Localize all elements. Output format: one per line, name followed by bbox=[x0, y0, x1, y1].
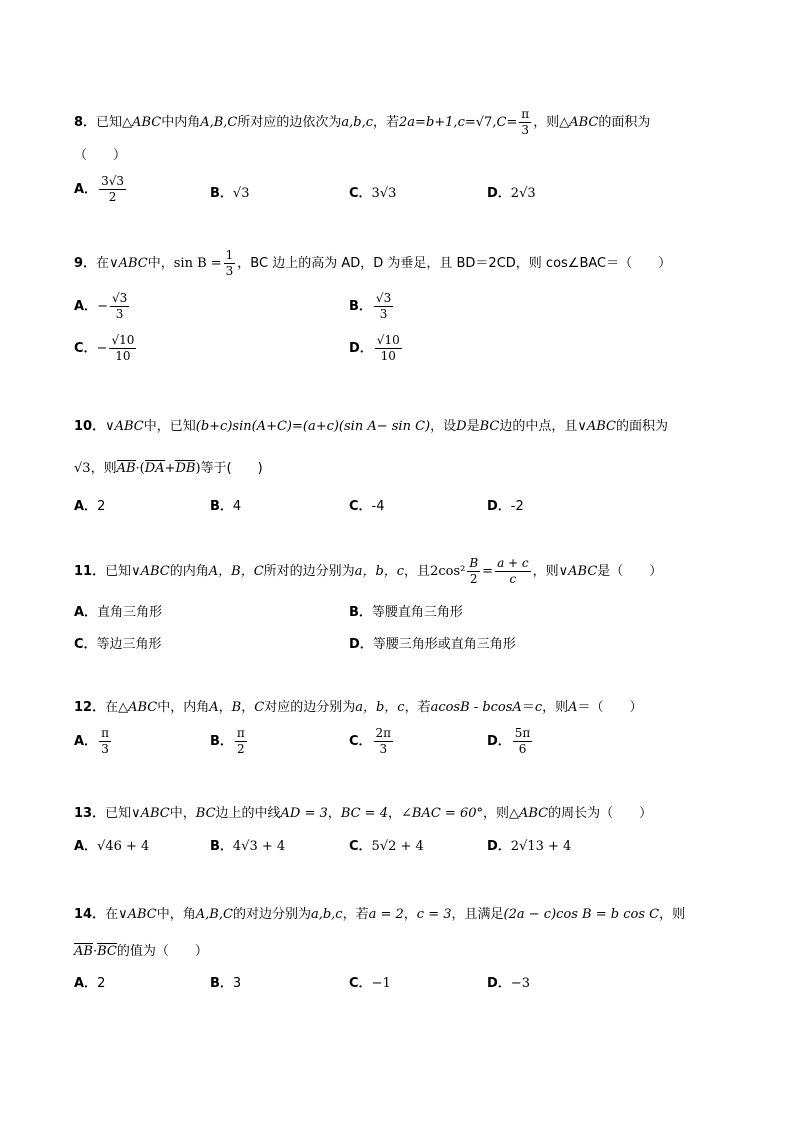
question-number: 12． bbox=[74, 700, 106, 715]
question-number: 10． bbox=[74, 419, 106, 434]
option-d[interactable]: D．2√3 bbox=[487, 186, 536, 201]
question-10-stem: 10．∨ABC中，已知(b+c)sin(A+C)=(a+c)(sin A− sin C)，设D是BC边的中点，且∨ABC的面积为 bbox=[74, 419, 669, 434]
question-9-stem: 9．在∨ABC中，sin B = $\frac{1}{3}$ ，BC 边上的高为 AD，D 为垂足，且 BD＝2CD，则 cos∠BAC＝（ ） bbox=[74, 248, 672, 278]
option-a[interactable]: A． $\frac{\pi}{3}$ bbox=[74, 726, 109, 756]
option-c[interactable]: C．-4 bbox=[349, 499, 385, 514]
question-13-stem: 13．已知∨ABC中，BC边上的中线AD = 3，BC = 4，∠BAC = 60°，则△ABC的周长为（ ） bbox=[74, 806, 653, 821]
question-number: 11． bbox=[74, 564, 106, 579]
option-d[interactable]: D． $\frac{√10}{10}$ bbox=[349, 333, 400, 363]
fraction: $\frac{\pi}{3}$ bbox=[521, 107, 530, 137]
option-d[interactable]: D．-2 bbox=[487, 499, 524, 514]
option-a[interactable]: A． $\frac{3√3}{2}$ bbox=[74, 174, 124, 204]
option-c[interactable]: C．等边三角形 bbox=[74, 637, 162, 652]
vector-da: DA bbox=[144, 461, 165, 476]
question-14-stem: 14．在∨ABC中，角A,B,C的对边分别为a,b,c，若a = 2，c = 3，且满足(2a − c)cos B = b cos C，则 bbox=[74, 907, 686, 922]
vector-bc: BC bbox=[97, 944, 117, 959]
option-c[interactable]: C．−1 bbox=[349, 976, 391, 991]
vector-db: DB bbox=[175, 461, 196, 476]
option-b[interactable]: B．3 bbox=[210, 976, 242, 991]
question-8-stem: 8．已知△ABC中内角A,B,C所对应的边依次为a,b,c，若2a=b+1,c=√7,C= $\frac{\pi}{3}$ ，则△ABC的面积为 bbox=[74, 107, 651, 137]
option-b[interactable]: B． $\frac{\pi}{2}$ bbox=[210, 726, 245, 756]
question-11-stem: 11．已知∨ABC的内角A，B，C所对的边分别为a，b，c，且2cos² $\frac{B}{2}$ = $\frac{a + c}{c}$ ，则∨ABC是（ ） bbox=[74, 556, 663, 586]
fraction: $\frac{B}{2}$ bbox=[469, 556, 479, 586]
question-number: 13． bbox=[74, 806, 106, 821]
fraction: $\frac{1}{3}$ bbox=[225, 248, 234, 278]
option-a[interactable]: A．− $\frac{√3}{3}$ bbox=[74, 291, 128, 321]
option-d[interactable]: D． $\frac{5\pi}{6}$ bbox=[487, 726, 531, 756]
option-a[interactable]: A．√46 + 4 bbox=[74, 839, 150, 854]
option-c[interactable]: C．5√2 + 4 bbox=[349, 839, 424, 854]
option-c[interactable]: C．− $\frac{√10}{10}$ bbox=[74, 333, 135, 363]
option-b[interactable]: B．√3 bbox=[210, 186, 250, 201]
question-number: 9． bbox=[74, 256, 97, 271]
option-b[interactable]: B．4 bbox=[210, 499, 242, 514]
question-8-paren: （ ） bbox=[74, 148, 127, 163]
vector-ab: AB bbox=[116, 461, 136, 476]
question-10-stem-line2: √3，则AB·(DA+DB)等于( ) bbox=[74, 461, 263, 476]
option-d[interactable]: D．等腰三角形或直角三角形 bbox=[349, 637, 516, 652]
question-number: 14． bbox=[74, 907, 106, 922]
option-a[interactable]: A．直角三角形 bbox=[74, 605, 163, 620]
option-a[interactable]: A．2 bbox=[74, 499, 106, 514]
option-b[interactable]: B．4√3 + 4 bbox=[210, 839, 286, 854]
question-14-stem-line2: AB·BC的值为（ ） bbox=[74, 944, 208, 959]
option-d[interactable]: D．2√13 + 4 bbox=[487, 839, 572, 854]
fraction: $\frac{a + c}{c}$ bbox=[497, 556, 529, 586]
question-number: 8． bbox=[74, 115, 97, 130]
option-b[interactable]: B． $\frac{√3}{3}$ bbox=[349, 291, 392, 321]
option-c[interactable]: C．3√3 bbox=[349, 186, 397, 201]
option-a[interactable]: A．2 bbox=[74, 976, 106, 991]
option-d[interactable]: D．−3 bbox=[487, 976, 530, 991]
option-b[interactable]: B．等腰直角三角形 bbox=[349, 605, 463, 620]
vector-ab: AB bbox=[74, 944, 93, 959]
option-c[interactable]: C． $\frac{2\pi}{3}$ bbox=[349, 726, 392, 756]
question-12-stem: 12．在△ABC中，内角A，B，C对应的边分别为a，b，c，若acosB - bcosA＝c，则A＝（ ） bbox=[74, 700, 643, 715]
